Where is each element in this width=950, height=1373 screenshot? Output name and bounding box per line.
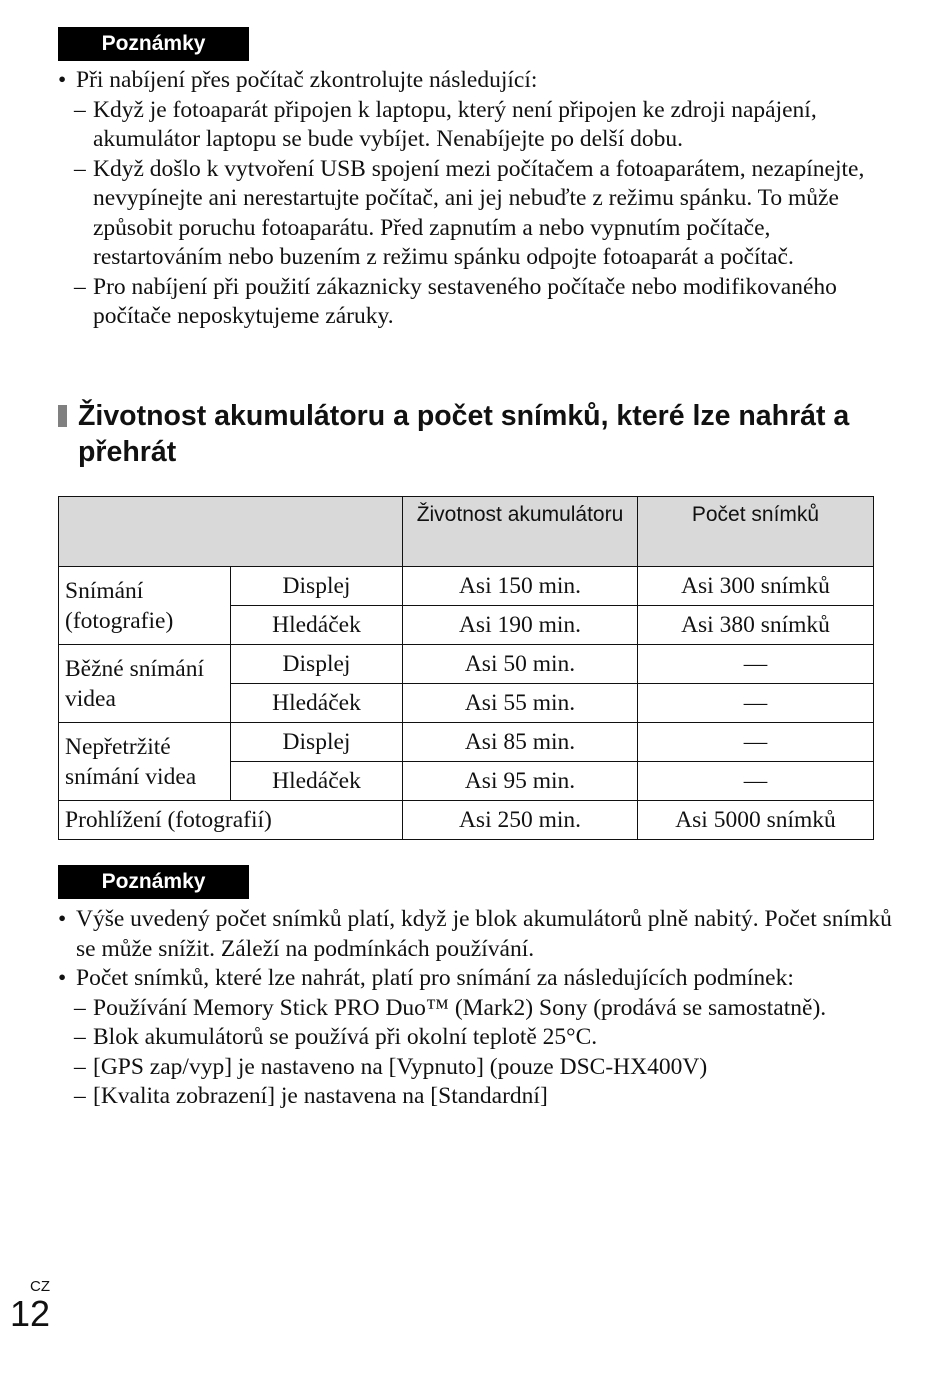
dash-item — [58, 96, 898, 155]
table-row — [59, 723, 874, 762]
dash-text: [GPS zap/vyp] je nastaveno na [Vypnuto] (pouze DSC-HX400V) — [93, 1053, 708, 1080]
header-battery-life: Životnost akumulátoru — [403, 497, 638, 567]
dash-text: Pro nabíjení při použití zákaznicky sestaveného počítače nebo modifikovaného počítače neposkytujeme záruky. — [93, 273, 837, 329]
display-cell: Hledáček — [231, 606, 403, 645]
table-header-row — [59, 497, 874, 567]
notes-label: Poznámky — [58, 865, 249, 899]
life-cell: Asi 55 min. — [403, 684, 638, 723]
bullet-icon: • — [58, 906, 67, 932]
bullet-text: Při nabíjení přes počítač zkontrolujte následující: — [76, 67, 538, 93]
dash-icon: – — [74, 155, 86, 182]
dash-item — [58, 994, 898, 1024]
table-row — [59, 801, 874, 840]
dash-icon: – — [74, 994, 86, 1021]
dash-text: [Kvalita zobrazení] je nastavena na [Standardní] — [93, 1083, 548, 1109]
count-cell: Asi 380 snímků — [638, 606, 874, 645]
life-cell: Asi 50 min. — [403, 645, 638, 684]
display-cell: Displej — [231, 723, 403, 762]
dash-text: Používání Memory Stick PRO Duo™ (Mark2) Sony (prodává se samostatně). — [93, 994, 827, 1021]
dash-item — [58, 1053, 898, 1083]
life-cell: Asi 250 min. — [403, 801, 638, 840]
dash-icon: – — [74, 1024, 86, 1050]
header-empty — [59, 497, 403, 567]
section-heading — [58, 398, 888, 470]
dash-text: Když je fotoaparát připojen k laptopu, který není připojen ke zdroji napájení, akumulátor laptopu se bude vybíjet. Nenabíjejte po delší dobu. — [93, 96, 817, 152]
battery-table — [58, 496, 874, 840]
page-language: CZ — [30, 1278, 50, 1295]
page-number: 12 — [10, 1293, 51, 1334]
count-cell: — — [638, 645, 874, 684]
count-cell: Asi 300 snímků — [638, 567, 874, 606]
bullet-icon: • — [58, 965, 67, 991]
life-cell: Asi 95 min. — [403, 762, 638, 801]
table-row — [59, 645, 874, 684]
life-cell: Asi 85 min. — [403, 723, 638, 762]
count-cell: — — [638, 762, 874, 801]
dash-icon: – — [74, 1053, 86, 1080]
bullet-text: Výše uvedený počet snímků platí, když je blok akumulátorů plně nabitý. Počet snímků se může snížit. Záleží na podmínkách používání. — [76, 906, 892, 962]
dash-icon: – — [74, 273, 86, 300]
display-cell: Hledáček — [231, 684, 403, 723]
dash-item — [58, 1082, 898, 1112]
heading-text: Životnost akumulátoru a počet snímků, které lze nahrát a přehrát — [78, 400, 850, 468]
heading-bar — [58, 405, 67, 427]
bullet-icon: • — [58, 67, 67, 93]
mode-cell: Prohlížení (fotografií) — [59, 801, 403, 840]
notes-label: Poznámky — [58, 27, 249, 61]
notes-section — [58, 66, 898, 332]
mode-cell: Nepřetržité snímání videa — [59, 723, 231, 801]
life-cell: Asi 190 min. — [403, 606, 638, 645]
display-cell: Displej — [231, 645, 403, 684]
bullet-item — [58, 66, 898, 96]
bullet-item — [58, 964, 898, 994]
table-row — [59, 567, 874, 606]
mode-cell: Snímání (fotografie) — [59, 567, 231, 645]
count-cell: — — [638, 684, 874, 723]
bullet-item — [58, 905, 898, 964]
dash-icon: – — [74, 96, 86, 123]
dash-text: Blok akumulátorů se používá při okolní teplotě 25°C. — [93, 1024, 598, 1050]
count-cell: Asi 5000 snímků — [638, 801, 874, 840]
mode-cell: Běžné snímání videa — [59, 645, 231, 723]
notes-section — [58, 905, 898, 1112]
bullet-text: Počet snímků, které lze nahrát, platí pro snímání za následujících podmínek: — [76, 965, 794, 991]
display-cell: Displej — [231, 567, 403, 606]
dash-item — [58, 1023, 898, 1053]
count-cell: — — [638, 723, 874, 762]
dash-icon: – — [74, 1083, 86, 1109]
dash-item — [58, 273, 898, 332]
header-shot-count: Počet snímků — [638, 497, 874, 567]
dash-text: Když došlo k vytvoření USB spojení mezi počítačem a fotoaparátem, nezapínejte, nevypínejte ani nerestartujte počítač, ani jej nebuďte z režimu spánku. To může způsobit poruchu fotoaparátu. Před zapnutím a nebo vypnutím počítače, restartováním nebo buzením z režimu spánku odpojte fotoaparát a počítač. — [93, 155, 865, 270]
life-cell: Asi 150 min. — [403, 567, 638, 606]
display-cell: Hledáček — [231, 762, 403, 801]
dash-item — [58, 155, 898, 273]
